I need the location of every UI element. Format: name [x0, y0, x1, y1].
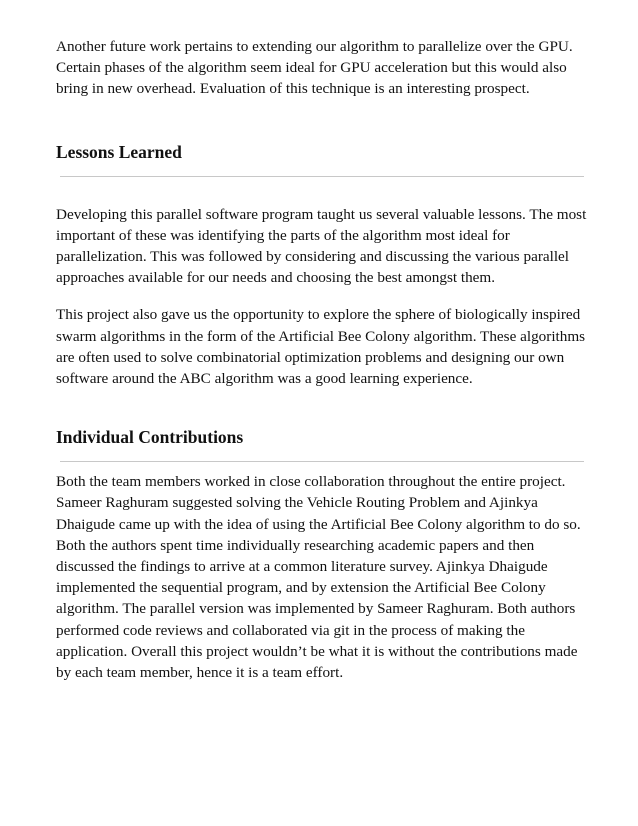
section-divider: [60, 176, 584, 177]
contributions-paragraph: Both the team members worked in close collaboration throughout the entire project. Sameer Raghuram suggested solving the Vehicle Routing Problem and Ajinkya Dhaigude came up with the idea of using the Artificial Bee Colony algorithm to do so. Both the authors spent time individually researching academic papers and then discussed the findings to arrive at a common literature survey. Ajinkya Dhaigude implemented the sequential program, and by extension the Artificial Bee Colony algorithm. The parallel version was implemented by Sameer Raghuram. Both authors performed code reviews and collaborated via git in the process of making the application. Overall this project wouldn’t be what it is without the contributions made by each team member, hence it is a team effort.: [56, 473, 581, 682]
intro-paragraph: Another future work pertains to extending our algorithm to parallelize over the GPU. Certain phases of the algorithm seem ideal for GPU acceleration but this would also bring in new overhead. Evaluation of this technique is an interesting prospect.: [56, 38, 573, 98]
section-heading-individual-contributions: Individual Contributions: [56, 427, 244, 448]
section-divider: [60, 461, 584, 462]
section-heading-lessons-learned: Lessons Learned: [56, 141, 182, 162]
lessons-paragraph-2: This project also gave us the opportunity to explore the sphere of biologically inspired swarm algorithms in the form of the Artificial Bee Colony algorithm. These algorithms are often used to solve combinatorial optimization problems and designing our own software around the ABC algorithm was a good learning experience.: [56, 306, 586, 388]
lessons-paragraph-1: Developing this parallel software program taught us several valuable lessons. The most important of these was identifying the parts of the algorithm most ideal for parallelization. This was followed by considering and discussing the various parallel approaches available for our needs and choosing the best amongst them.: [56, 205, 587, 287]
